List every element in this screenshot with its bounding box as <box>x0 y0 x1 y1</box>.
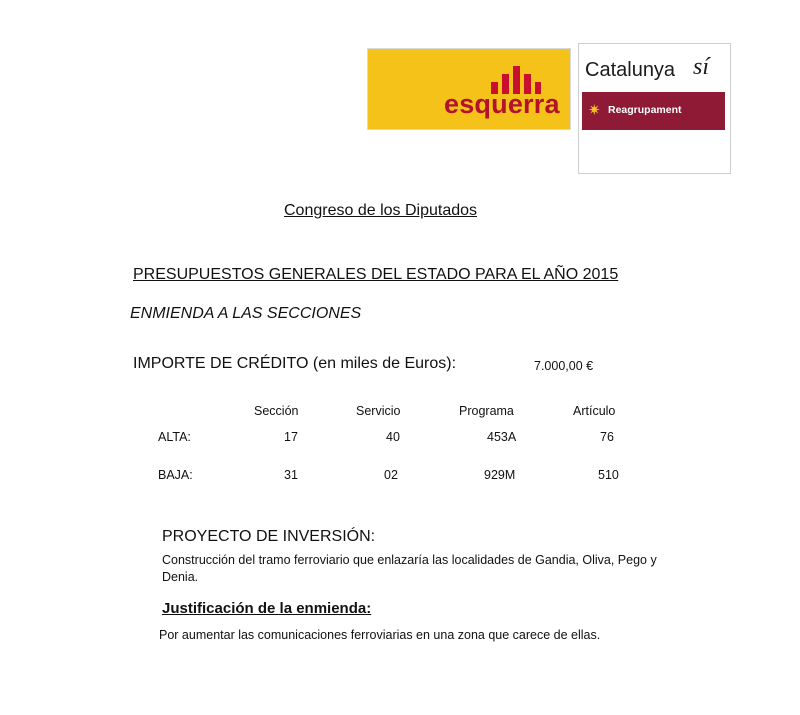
amendment-type: ENMIENDA A LAS SECCIONES <box>130 305 362 322</box>
column-header-servicio: Servicio <box>356 404 401 418</box>
project-heading: PROYECTO DE INVERSIÓN: <box>162 528 376 545</box>
table-cell: 17 <box>284 430 298 444</box>
table-cell: 453A <box>487 430 517 444</box>
table-cell: 76 <box>600 430 614 444</box>
esquerra-logo-text: esquerra <box>444 89 560 119</box>
institution-title: Congreso de los Diputados <box>284 202 478 219</box>
credit-label: IMPORTE DE CRÉDITO (en miles de Euros): <box>133 355 457 372</box>
reagrupament-logo <box>582 92 725 130</box>
table-cell: 929M <box>484 468 516 482</box>
table-cell: 02 <box>384 468 398 482</box>
catalunya-logo-text: Catalunya <box>585 59 676 81</box>
row-label-baja: BAJA: <box>158 468 193 482</box>
project-description: Construcción del tramo ferroviario que enlazaría las localidades de Gandia, Oliva, Pego y Denia. <box>162 553 657 584</box>
catalunya-si-text: sí <box>693 54 710 80</box>
column-header-seccion: Sección <box>254 404 299 418</box>
reagrupament-logo-text: Reagrupament <box>608 104 682 116</box>
table-cell: 40 <box>386 430 400 444</box>
credit-amount: 7.000,00 € <box>534 359 594 373</box>
column-header-programa: Programa <box>459 404 514 418</box>
column-header-articulo: Artículo <box>573 404 616 418</box>
star-icon: ✷ <box>588 102 601 119</box>
justification-text: Por aumentar las comunicaciones ferroviarias en una zona que carece de ellas. <box>159 628 601 642</box>
row-label-alta: ALTA: <box>158 430 191 444</box>
esquerra-logo <box>367 48 571 130</box>
party-logos <box>367 43 731 174</box>
table-cell: 31 <box>284 468 298 482</box>
catalunya-si-logo <box>578 43 731 174</box>
budget-title: PRESUPUESTOS GENERALES DEL ESTADO PARA EL AÑO 2015 <box>133 266 619 283</box>
justification-heading: Justificación de la enmienda: <box>162 600 372 617</box>
table-cell: 510 <box>598 468 619 482</box>
